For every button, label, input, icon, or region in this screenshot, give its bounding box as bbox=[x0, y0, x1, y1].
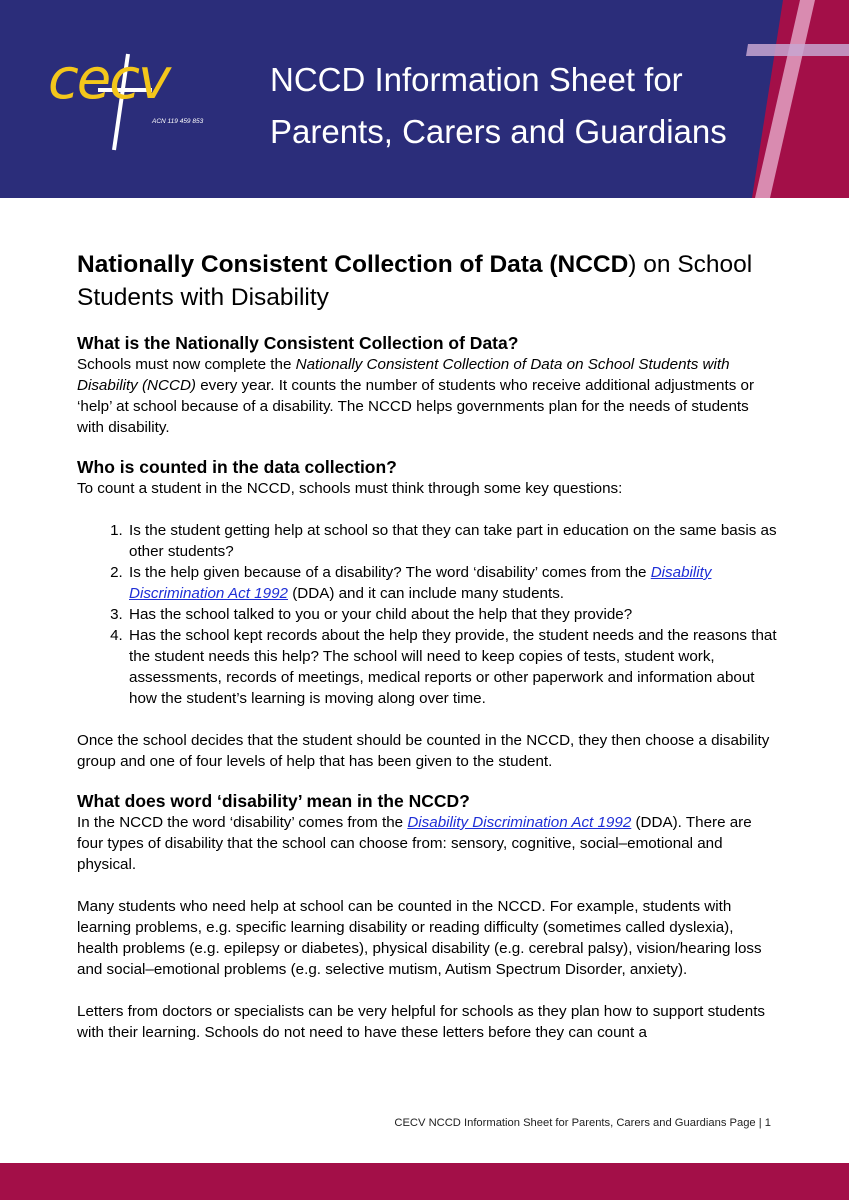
section-heading-who-is-counted: Who is counted in the data collection? bbox=[77, 457, 397, 477]
list-item: 1. Is the student getting help at school so that they can take part in education on the same basis as other students? bbox=[127, 520, 777, 562]
list-item: 3. Has the school talked to you or your child about the help that they provide? bbox=[127, 604, 777, 625]
section-paragraph: In the NCCD the word ‘disability’ comes from the Disability Discrimination Act 1992 (DDA). There are four types of disability that the school can choose from: sensory, cognitive, social–emotional and physical. bbox=[77, 814, 752, 873]
acn-number: ACN 119 459 853 bbox=[152, 118, 204, 125]
footer-bar bbox=[0, 1163, 849, 1200]
cecv-logo: cecv ACN 119 459 853 bbox=[48, 48, 218, 156]
section-paragraph: To count a student in the NCCD, schools must think through some key questions: bbox=[77, 480, 623, 497]
dda-link[interactable]: Disability Discrimination Act 1992 bbox=[129, 564, 712, 602]
document-title: Nationally Consistent Collection of Data (NCCD) on School Students with Disability bbox=[77, 251, 753, 311]
section-paragraph: Many students who need help at school can be counted in the NCCD. For example, students with learning problems, e.g. specific learning disability or reading difficulty (sometimes called dyslexia), health problems (e.g. epilepsy or diabetes), physical disability (e.g. cerebral palsy), vision/hearing loss and social–emotional problems (e.g. selective mutism, Autism Spectrum Disorder, anxiety). bbox=[77, 898, 762, 978]
key-questions-list bbox=[77, 520, 777, 709]
section-heading-what-is-nccd: What is the Nationally Consistent Collection of Data? bbox=[77, 333, 519, 353]
section-paragraph: Schools must now complete the Nationally Consistent Collection of Data on School Students with Disability (NCCD) every year. It counts the number of students who receive additional adjustments or ‘help’ at school because of a disability. The NCCD helps governments plan for the needs of students with disability. bbox=[77, 356, 755, 436]
section-heading-disability-meaning: What does word ‘disability’ mean in the NCCD? bbox=[77, 791, 470, 811]
page-footer-text: CECV NCCD Information Sheet for Parents, Carers and Guardians Page | 1 bbox=[394, 1117, 771, 1129]
list-item: 4. Has the school kept records about the help they provide, the student needs and the reasons that the student needs this help? The school will need to keep copies of tests, student work, assessments, records of meetings, medical reports or other paperwork and information about how the student’s learning is moving along over time. bbox=[127, 625, 777, 709]
dda-link[interactable]: Disability Discrimination Act 1992 bbox=[407, 814, 632, 831]
section-paragraph: Once the school decides that the student should be counted in the NCCD, they then choose a disability group and one of four levels of help that has been given to the student. bbox=[77, 732, 770, 770]
page-header bbox=[0, 0, 849, 198]
section-paragraph: Letters from doctors or specialists can be very helpful for schools as they plan how to support students with their learning. Schools do not need to have these letters before they can count a bbox=[77, 1003, 766, 1041]
header-title: NCCD Information Sheet for Parents, Carers and Guardians bbox=[270, 61, 727, 150]
list-item: 2. Is the help given because of a disability? The word ‘disability’ comes from the Disability Discrimination Act 1992 (DDA) and it can include many students. bbox=[127, 562, 777, 604]
document-body bbox=[77, 248, 777, 1043]
